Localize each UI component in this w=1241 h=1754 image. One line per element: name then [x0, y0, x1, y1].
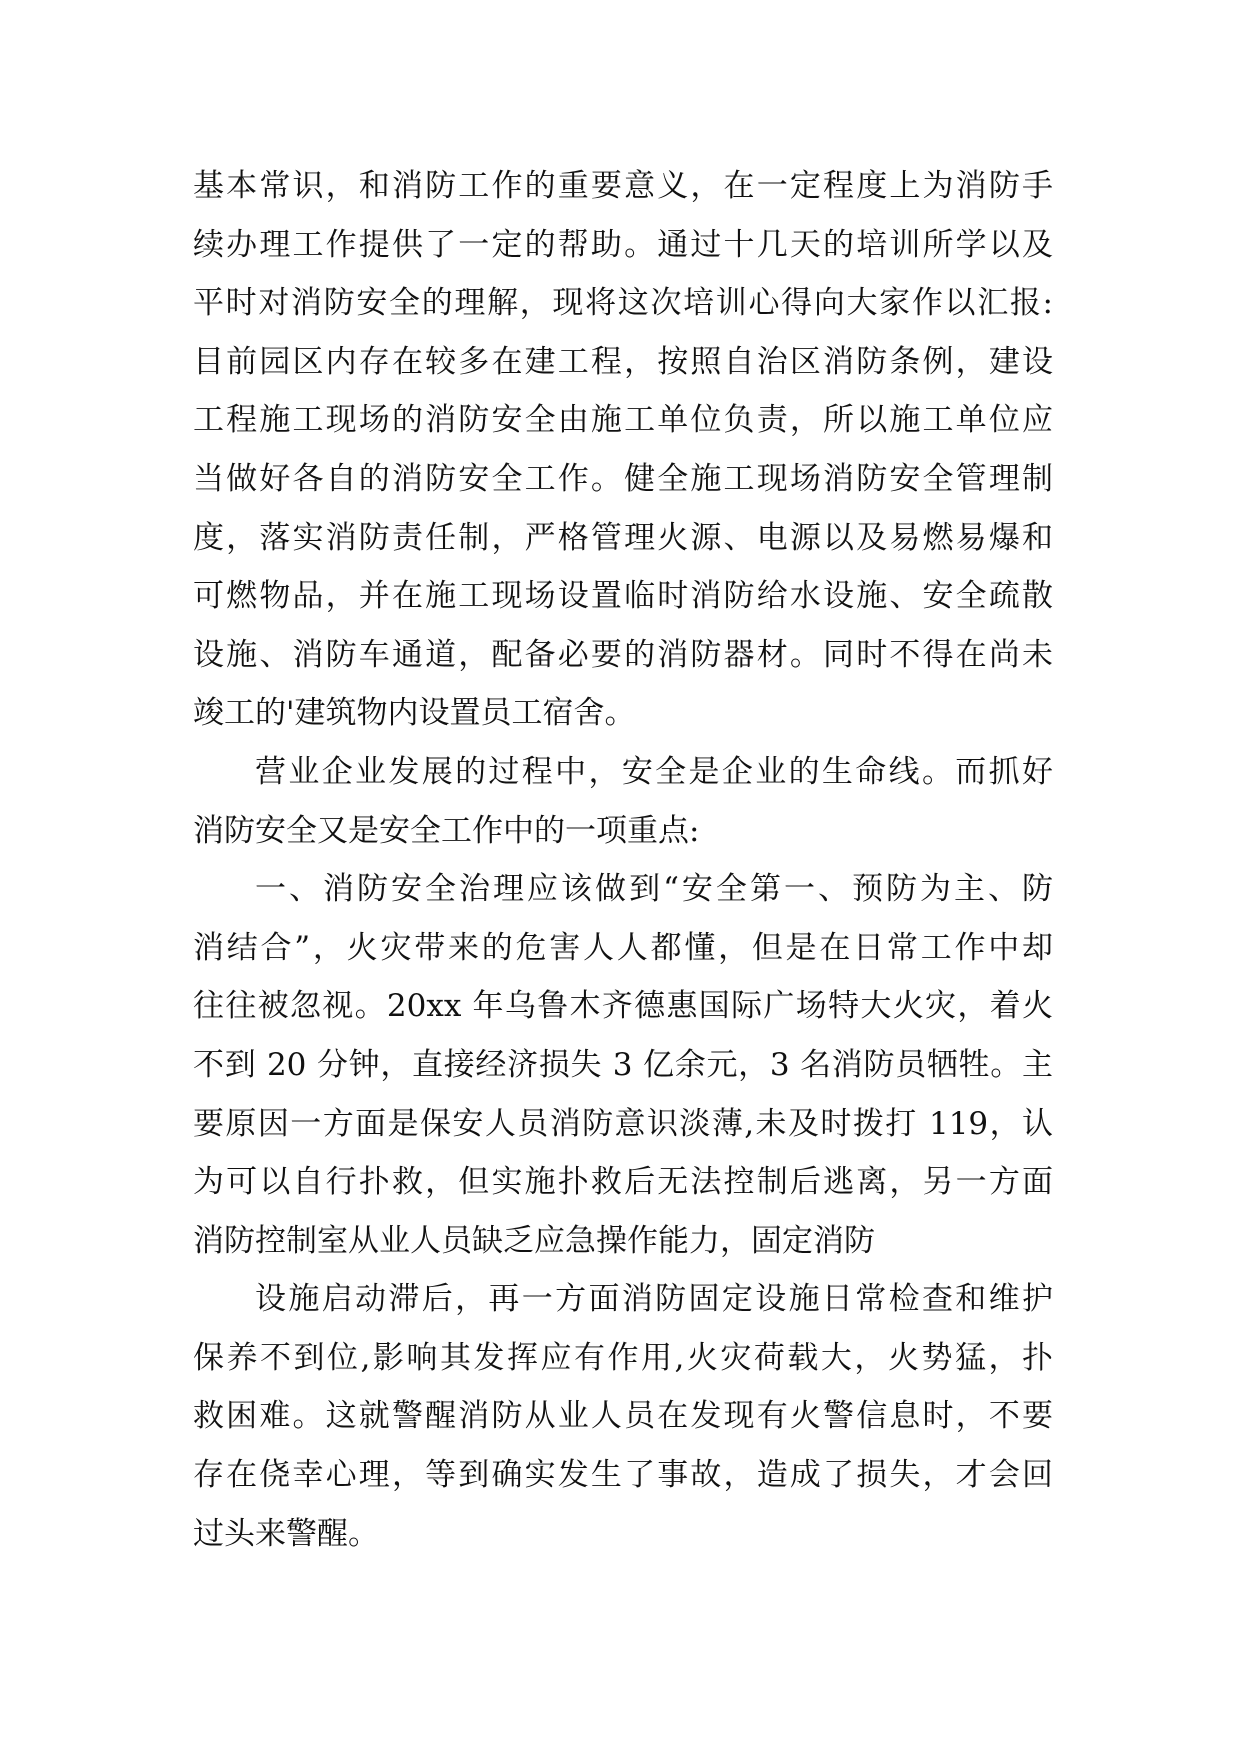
text-line: 设施、消防车通道，配备必要的消防器材。同时不得在尚未 — [193, 636, 1053, 673]
text-line: 营业企业发展的过程中，安全是企业的生命线。而抓好 — [255, 753, 1053, 790]
text-line: 过头来警醒。 — [193, 1515, 379, 1552]
body-text — [193, 157, 1053, 1563]
text-line: 要原因一方面是保安人员消防意识淡薄,未及时拨打 119，认 — [193, 1105, 1053, 1142]
text-line: 保养不到位,影响其发挥应有作用,火灾荷载大，火势猛，扑 — [193, 1339, 1053, 1376]
text-line: 消防安全又是安全工作中的一项重点: — [193, 812, 700, 849]
text-line: 往往被忽视。20xx 年乌鲁木齐德惠国际广场特大火灾，着火 — [193, 988, 1053, 1025]
text-line: 存在侥幸心理，等到确实发生了事故，造成了损失，才会回 — [193, 1457, 1053, 1494]
text-line: 救困难。这就警醒消防从业人员在发现有火警信息时，不要 — [193, 1398, 1053, 1435]
text-line: 为可以自行扑救，但实施扑救后无法控制后逃离，另一方面 — [193, 1164, 1053, 1201]
text-line: 消结合”，火灾带来的危害人人都懂，但是在日常工作中却 — [193, 929, 1053, 966]
text-line: 不到 20 分钟，直接经济损失 3 亿余元，3 名消防员牺牲。主 — [193, 1046, 1053, 1083]
text-line: 一、消防安全治理应该做到“安全第一、预防为主、防 — [255, 871, 1053, 908]
text-line: 目前园区内存在较多在建工程，按照自治区消防条例，建设 — [193, 343, 1053, 380]
text-line: 度，落实消防责任制，严格管理火源、电源以及易燃易爆和 — [193, 519, 1053, 556]
text-line: 工程施工现场的消防安全由施工单位负责，所以施工单位应 — [193, 402, 1053, 439]
text-line: 基本常识，和消防工作的重要意义，在一定程度上为消防手 — [193, 168, 1053, 204]
text-line: 续办理工作提供了一定的帮助。通过十几天的培训所学以及 — [193, 226, 1053, 263]
text-line: 当做好各自的消防安全工作。健全施工现场消防安全管理制 — [193, 460, 1053, 497]
text-line: 消防控制室从业人员缺乏应急操作能力，固定消防 — [193, 1222, 875, 1259]
text-line: 竣工的'建筑物内设置员工宿舍。 — [193, 695, 636, 732]
text-line: 设施启动滞后，再一方面消防固定设施日常检查和维护 — [255, 1281, 1053, 1318]
text-line: 平时对消防安全的理解，现将这次培训心得向大家作以汇报: — [193, 285, 1053, 322]
text-line: 可燃物品，并在施工现场设置临时消防给水设施、安全疏散 — [193, 578, 1053, 615]
